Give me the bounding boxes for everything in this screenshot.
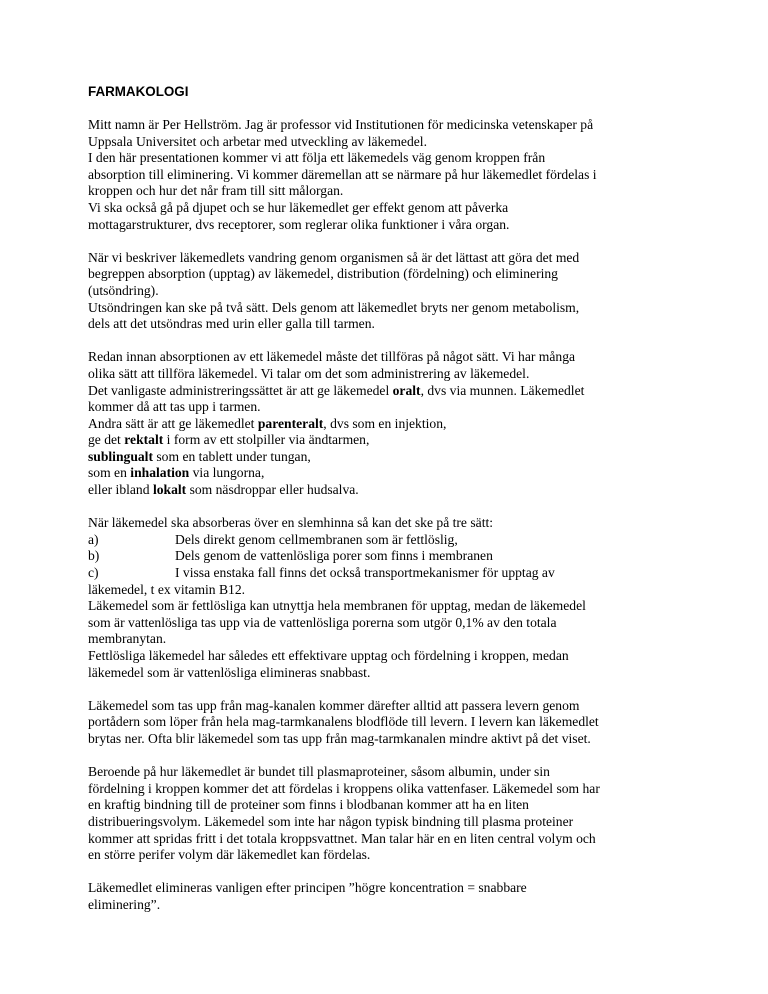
text-line: brytas ner. Ofta blir läkemedel som tas upp från mag-tarmkanalen mindre aktivt på det viset. [88, 730, 591, 746]
list-item [88, 548, 688, 565]
text-line: Vi ska också gå på djupet och se hur läkemedlet ger effekt genom att påverka [88, 199, 509, 215]
list-item-text: I vissa enstaka fall finns det också transportmekanismer för upptag av [175, 565, 555, 581]
text-line: kommer då att tas upp i tarmen. [88, 399, 261, 415]
paragraph-absorption-distribution [88, 250, 688, 333]
text-run: Det vanligaste administreringssättet är att ge läkemedel [88, 382, 393, 398]
text-line [88, 416, 688, 433]
text-line: kroppen och hur det når fram till sitt målorgan. [88, 183, 344, 199]
text-line: membranytan. [88, 631, 167, 647]
text-line: portådern som löper från hela mag-tarmkanalens blodflöde till levern. I levern kan läkemedlet [88, 714, 599, 730]
text-run: via lungorna, [189, 465, 265, 481]
text-line: Fettlösliga läkemedel har således ett effektivare upptag och fördelning i kroppen, medan [88, 648, 569, 663]
text-run: i form av ett stolpiller via ändtarmen, [163, 432, 370, 448]
text-line: I den här presentationen kommer vi att följa ett läkemedels väg genom kroppen från [88, 150, 546, 166]
text-line: kommer att spridas fritt i det totala kroppsvattnet. Man talar här en en liten central volym och [88, 830, 596, 846]
text-line: fördelning i kroppen kommer det att fördelas i kroppens olika vattenfaser. Läkemedel som har [88, 780, 600, 796]
term-rektalt: rektalt [124, 432, 164, 448]
text-line: Beroende på hur läkemedlet är bundet till plasmaproteiner, såsom albumin, under sin [88, 764, 550, 780]
text-line: Utsöndringen kan ske på två sätt. Dels genom att läkemedlet bryts ner genom metabolism, [88, 299, 580, 315]
text-line: begreppen absorption (upptag) av läkemedel, distribution (fördelning) och eliminering [88, 266, 558, 282]
term-parenteralt: parenteralt [257, 415, 324, 431]
paragraph-elimination [88, 880, 688, 913]
text-line: Läkemedel som tas upp från mag-kanalen kommer därefter alltid att passera levern genom [88, 697, 580, 713]
text-line: mottagarstrukturer, dvs receptorer, som reglerar olika funktioner i våra organ. [88, 216, 510, 232]
text-line [88, 383, 688, 400]
list-marker: b) [88, 548, 100, 564]
paragraph-introduction [88, 117, 688, 233]
list-marker: c) [88, 565, 99, 581]
list-item [88, 565, 688, 582]
text-line: distribueringsvolym. Läkemedel som inte har någon typisk bindning till plasma proteiner [88, 813, 574, 829]
text-run: som en tablett under tungan, [152, 448, 311, 464]
text-line: som är vattenlösliga tas upp via de vattenlösliga porerna som utgör 0,1% av den totala [88, 614, 557, 630]
text-line: (utsöndring). [88, 282, 159, 298]
text-line: dels att det utsöndras med urin eller galla till tarmen. [88, 316, 375, 332]
text-line: Uppsala Universitet och arbetar med utveckling av läkemedel. [88, 133, 427, 149]
paragraph-administration [88, 349, 688, 498]
text-line: absorption till eliminering. Vi kommer däremellan att se närmare på hur läkemedlet fördelas i [88, 166, 597, 182]
text-run: , dvs som en injektion, [323, 415, 447, 431]
document-body [88, 84, 688, 930]
list-item [88, 532, 688, 549]
text-line: Läkemedlet elimineras vanligen efter principen ”högre koncentration = snabbare [88, 880, 527, 896]
text-line: olika sätt att tillföra läkemedel. Vi talar om det som administrering av läkemedel. [88, 365, 530, 381]
text-line: läkemedel, t ex vitamin B12. [88, 581, 246, 597]
text-line: en större perifer volym där läkemedlet kan fördelas. [88, 847, 371, 863]
text-line [88, 432, 688, 449]
paragraph-membrane-absorption [88, 515, 688, 681]
text-line: När vi beskriver läkemedlets vandring genom organismen så är det lättast att göra det med [88, 249, 580, 265]
paragraph-liver-passage [88, 698, 688, 748]
text-run: som näsdroppar eller hudsalva. [186, 482, 359, 498]
text-line: eliminering”. [88, 896, 161, 912]
text-line [88, 482, 688, 499]
list-item-text: Dels direkt genom cellmembranen som är fettlöslig, [175, 531, 458, 547]
term-sublingualt: sublingualt [88, 448, 153, 464]
text-run: som en [88, 465, 131, 481]
text-run: ge det [88, 432, 125, 448]
document-title: FARMAKOLOGI [88, 84, 189, 99]
paragraph-plasma-proteins [88, 764, 688, 864]
text-run: , dvs via munnen. Läkemedlet [420, 382, 585, 398]
text-line: Läkemedel som är fettlösliga kan utnyttja hela membranen för upptag, medan de läkemedel [88, 598, 586, 614]
text-line: Mitt namn är Per Hellström. Jag är professor vid Institutionen för medicinska vetenskaper på [88, 117, 594, 132]
text-line: en kraftig bindning till de proteiner som finns i blodbanan kommer att ha en liten [88, 797, 529, 813]
text-line: När läkemedel ska absorberas över en slemhinna så kan det ske på tre sätt: [88, 515, 494, 531]
text-run: eller ibland [88, 482, 153, 498]
text-line [88, 465, 688, 482]
text-run: Andra sätt är att ge läkemedlet [88, 415, 258, 431]
term-inhalation: inhalation [130, 465, 190, 481]
text-line: läkemedel som är vattenlösliga elimineras snabbast. [88, 664, 371, 680]
list-marker: a) [88, 531, 99, 547]
term-lokalt: lokalt [152, 482, 187, 498]
text-line: Redan innan absorptionen av ett läkemedel måste det tillföras på något sätt. Vi har många [88, 349, 576, 365]
term-oralt: oralt [392, 382, 421, 398]
list-item-text: Dels genom de vattenlösliga porer som finns i membranen [175, 548, 493, 564]
text-line [88, 449, 688, 466]
